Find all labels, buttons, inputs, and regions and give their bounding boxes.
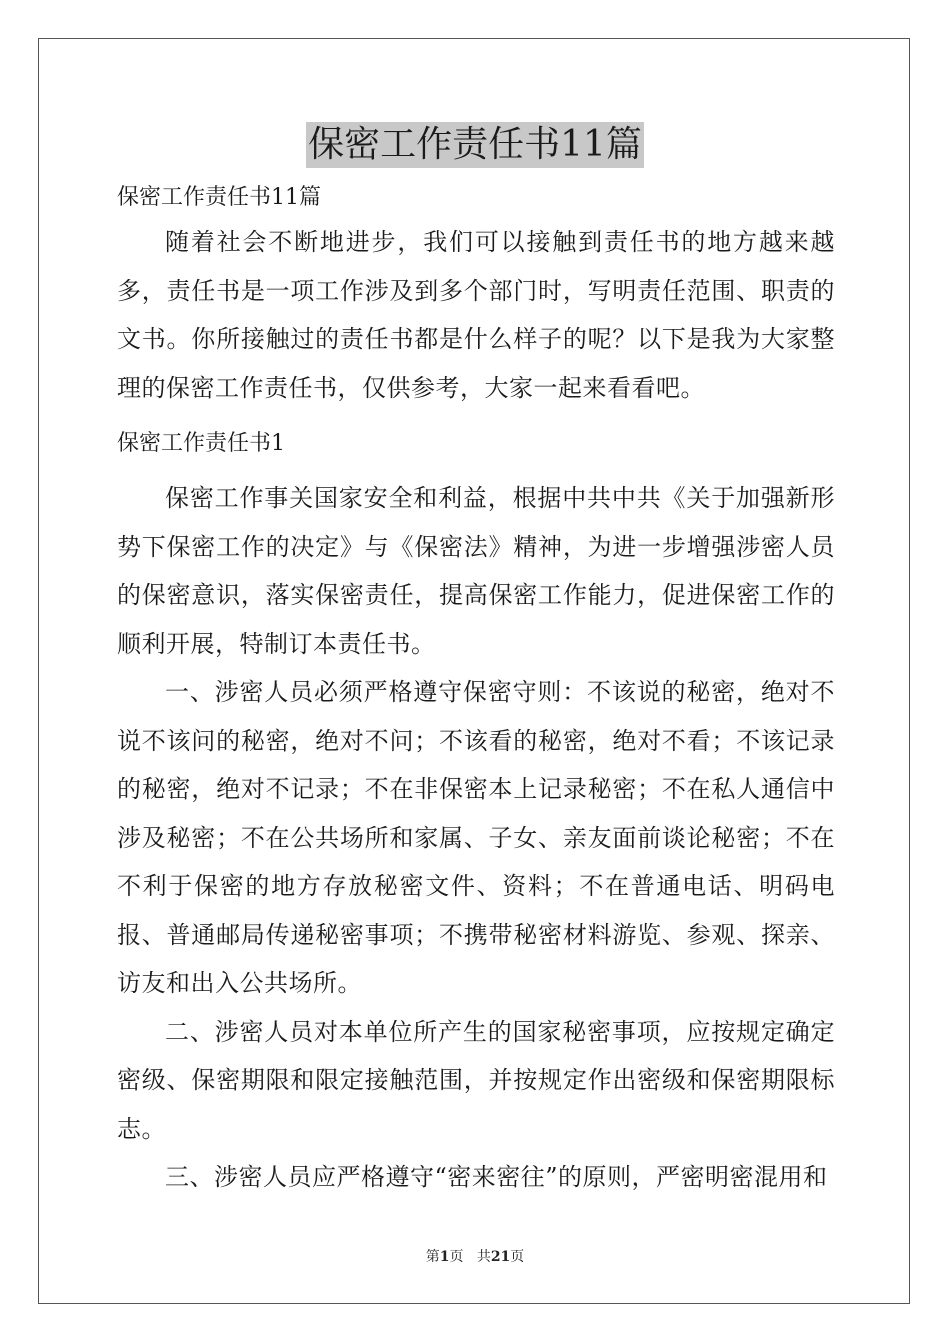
page-prefix: 第 <box>425 1249 440 1265</box>
document-title: 保密工作责任书11篇 <box>306 122 644 168</box>
page-footer <box>0 1248 950 1266</box>
document-subtitle: 保密工作责任书11篇 <box>117 185 321 210</box>
body-paragraph-1: 保密工作事关国家安全和利益，根据中共中共《关于加强新形势下保密工作的决定》与《保密法》精神，为进一步增强涉密人员的保密意识，落实保密责任，提高保密工作能力，促进保密工作的顺利开展，特制订本责任书。 <box>117 484 835 658</box>
title-container <box>0 122 950 168</box>
intro-paragraph: 随着社会不断地进步，我们可以接触到责任书的地方越来越多，责任书是一项工作涉及到多个部门时，写明责任范围、职责的文书。你所接触过的责任书都是什么样子的呢？以下是我为大家整理的保密工作责任书，仅供参考，大家一起来看看吧。 <box>117 228 835 402</box>
body-paragraph-2: 一、涉密人员必须严格遵守保密守则：不该说的秘密，绝对不说不该问的秘密，绝对不问；不该看的秘密，绝对不看；不该记录的秘密，绝对不记录；不在非保密本上记录秘密；不在私人通信中涉及秘密；不在公共场所和家属、子女、亲友面前谈论秘密；不在不利于保密的地方存放秘密文件、资料；不在普通电话、明码电报、普通邮局传递秘密事项；不携带秘密材料游览、参观、探亲、访友和出入公共场所。 <box>117 678 835 997</box>
total-suffix: 页 <box>510 1249 525 1265</box>
page-number: 1 <box>439 1249 450 1265</box>
section-heading: 保密工作责任书1 <box>117 431 285 456</box>
body-paragraph-4: 三、涉密人员应严格遵守“密来密往”的原则，严密明密混用和 <box>165 1163 828 1191</box>
body-paragraph-3: 二、涉密人员对本单位所产生的国家秘密事项，应按规定确定密级、保密期限和限定接触范围，并按规定作出密级和保密期限标志。 <box>117 1017 835 1143</box>
document-body <box>117 178 835 1202</box>
total-pages: 21 <box>490 1249 511 1265</box>
total-prefix: 共 <box>476 1249 491 1265</box>
page-suffix: 页 <box>449 1249 464 1265</box>
